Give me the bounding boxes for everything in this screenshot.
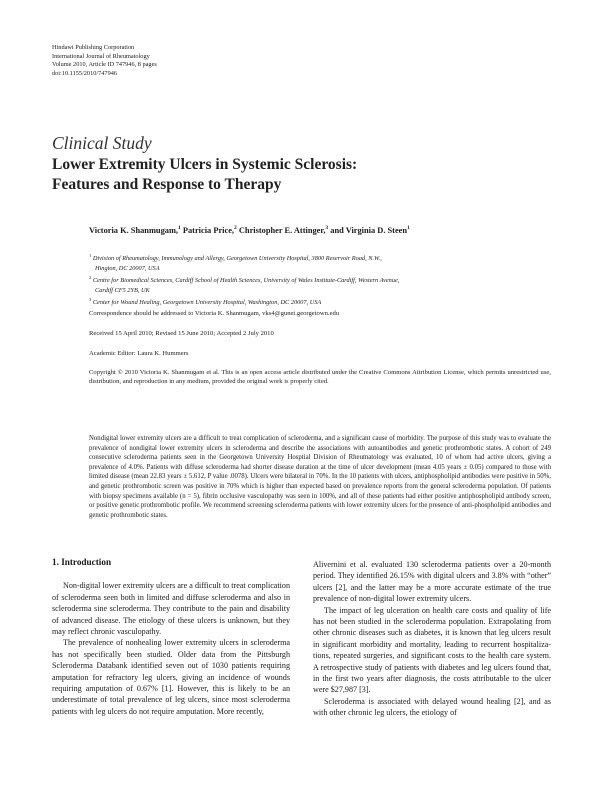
affiliation-text: Division of Rheumatology, Immunology and Allergy, Georgetown University Hospital, 3800 Reservoir Road, N.W., (92, 255, 382, 263)
abstract: Nondigital lower extremity ulcers are a difficult to treat complication of scleroderma, and a significant cause of morbidity. The purpose of this study was to evaluate the prevalence of nondigital lower extremity ulcers in scleroderma and describe the associations with autoantibodies and genetic prothrombotic states. A cohort of 249 consecutive scleroderma patients seen in the Georgetown University Hosptial Division of Rheumatology was evaluated, 10 of whom had active ulcers, giving a prevalence of 4.0%. Patients with diffuse scleroderma had shorter disease duration at the time of ulcer development (mean 4.05 years ± 0.05) compared to those with limited disease (mean 22.83 years ± 5.612, P value .0078). Ulcers were bilateral in 70%. In the 10 patients with ulcers, antiphospholipid antibodies were positive in 50%, and genetic prothrombotic screen was positive in 70% which is higher than expected based on prevalence reports from the general scleroderma population. Of patients with biopsy specimens available (n = 5), fibrin occlusive vasculopathy was seen in 100%, and all of these patients had either positive antiphospholipid antibody screen, or positive genetic prothrombotic profile. We recommend screening scleroderma patients with lower extremity ulcers for the presence of anti-phospholipid antibodies and genetic prothrombotic states. (89, 435, 551, 519)
author-affil-num: 1 (178, 225, 181, 231)
author-affil-num: 2 (234, 225, 237, 231)
affiliation-num: 3 (89, 297, 92, 303)
copyright-notice: Copyright © 2010 Victoria K. Shanmugam et al. This is an open access article distributed under the Creative Commons Attribution License, which permits unrestricted use, distribution, and reproduction in any medium, provided the original work is properly cited. (89, 369, 551, 385)
affiliation-text: Centre for Biomedical Sciences, Cardiff School of Health Sciences, University of Wales Institute-Cardiff, Western Avenue, (92, 277, 400, 285)
article-dates: Received 15 April 2010; Revised 15 June 2010; Accepted 2 July 2010 (89, 330, 274, 337)
volume-line: Volume 2010, Article ID 747946, 8 pages (52, 61, 157, 69)
left-column (52, 557, 290, 717)
paragraph: Scleroderma is associated with delayed wound healing [2], and as with other chronic leg ulcers, the etiology of (313, 696, 551, 718)
affiliation-num: 1 (89, 253, 92, 258)
affiliation-text-cont: Cardiff CF5 2YB, UK (95, 286, 150, 294)
study-type: Clinical Study (52, 133, 152, 153)
title-line-1: Lower Extremity Ulcers in Systemic Sclerosis: (52, 156, 358, 173)
affiliation-num: 2 (89, 275, 92, 281)
right-column (313, 559, 551, 719)
paragraph: Alivernini et al. evaluated 130 scleroderma patients over a 20-month period. They identified 26.15% with digital ulcers and 3.8% with “other” ulcers [2], and the latter may be a more accurate estimate of the true prevalence of non-digital lower extremity ulcers. (313, 560, 551, 604)
affiliation (89, 251, 551, 273)
author: Victoria K. Shanmugam, (89, 225, 179, 235)
academic-editor: Academic Editor: Laura K. Hummers (89, 350, 189, 357)
author-list (89, 225, 410, 235)
author: Christopher E. Attinger, (238, 225, 326, 235)
affiliation-text: Center for Wound Healing, Georgetown University Hospital, Washington, DC 20007, USA (92, 299, 322, 307)
title-line-2: Features and Response to Therapy (52, 176, 282, 193)
affiliation (89, 295, 551, 308)
correspondence (89, 309, 551, 318)
author-affil-num: 3 (325, 225, 329, 231)
doi-line: doi:10.1155/2010/747946 (52, 69, 118, 77)
publisher-line: Hindawi Publishing Corporation (52, 44, 135, 51)
paragraph: The prevalence of nonhealing lower extremity ulcers in scleroderma has not specifically been studied. Older data from the Pittsburgh Scleroderma Databank identified seven out of 1030 patients requiring amputation for refractory leg ulcers, giving an incidence of wounds requiring amputation of 0.67% [1]. However, this is likely to be an underestimate of total prevalence of leg ulcers, since most scleroderma patients with leg ulcers do not require amputation. More recently, (52, 638, 290, 716)
author: Patricia Price, (182, 225, 235, 235)
correspondence-text: Correspondence should be addressed to Victoria K. Shanmugam, vks4@gunet.georgetown.edu (89, 310, 340, 317)
affiliation (89, 273, 551, 295)
paper-title (52, 155, 552, 195)
affiliations (89, 251, 551, 308)
author-affil-num: 1 (407, 225, 410, 231)
journal-header (52, 44, 157, 78)
section-heading-introduction: 1. Introduction (52, 557, 112, 567)
journal-line: International Journal of Rheumatology (52, 52, 150, 60)
author: and Virginia D. Steen (330, 225, 408, 235)
paragraph: Non-digital lower extremity ulcers are a difficult to treat complication of scleroderma seen both in limited and diffuse scleroderma and also in scleroderma sine scleroderma. They contribute to the pain and disability of advanced disease. The etiology of these ulcers is unknown, but they may reflect chronic vasculopathy. (52, 581, 290, 637)
affiliation-text-cont: Hington, DC 20007, USA (95, 264, 160, 272)
paragraph: The impact of leg ulceration on health care costs and quality of life has not been studied in the scleroderma population. Extrapolating from other chronic diseases such as diabetes, it is known that leg ulcers result in significant morbidity and mortality, leading to recurrent hospitaliza-tions, repeated surgeries, and significant costs to the health care system. A retrospective study of patients with diabetes and leg ulcers found that, in the first two years after diagnosis, the costs attributable to the ulcer were $27,987 [3]. (313, 605, 551, 695)
